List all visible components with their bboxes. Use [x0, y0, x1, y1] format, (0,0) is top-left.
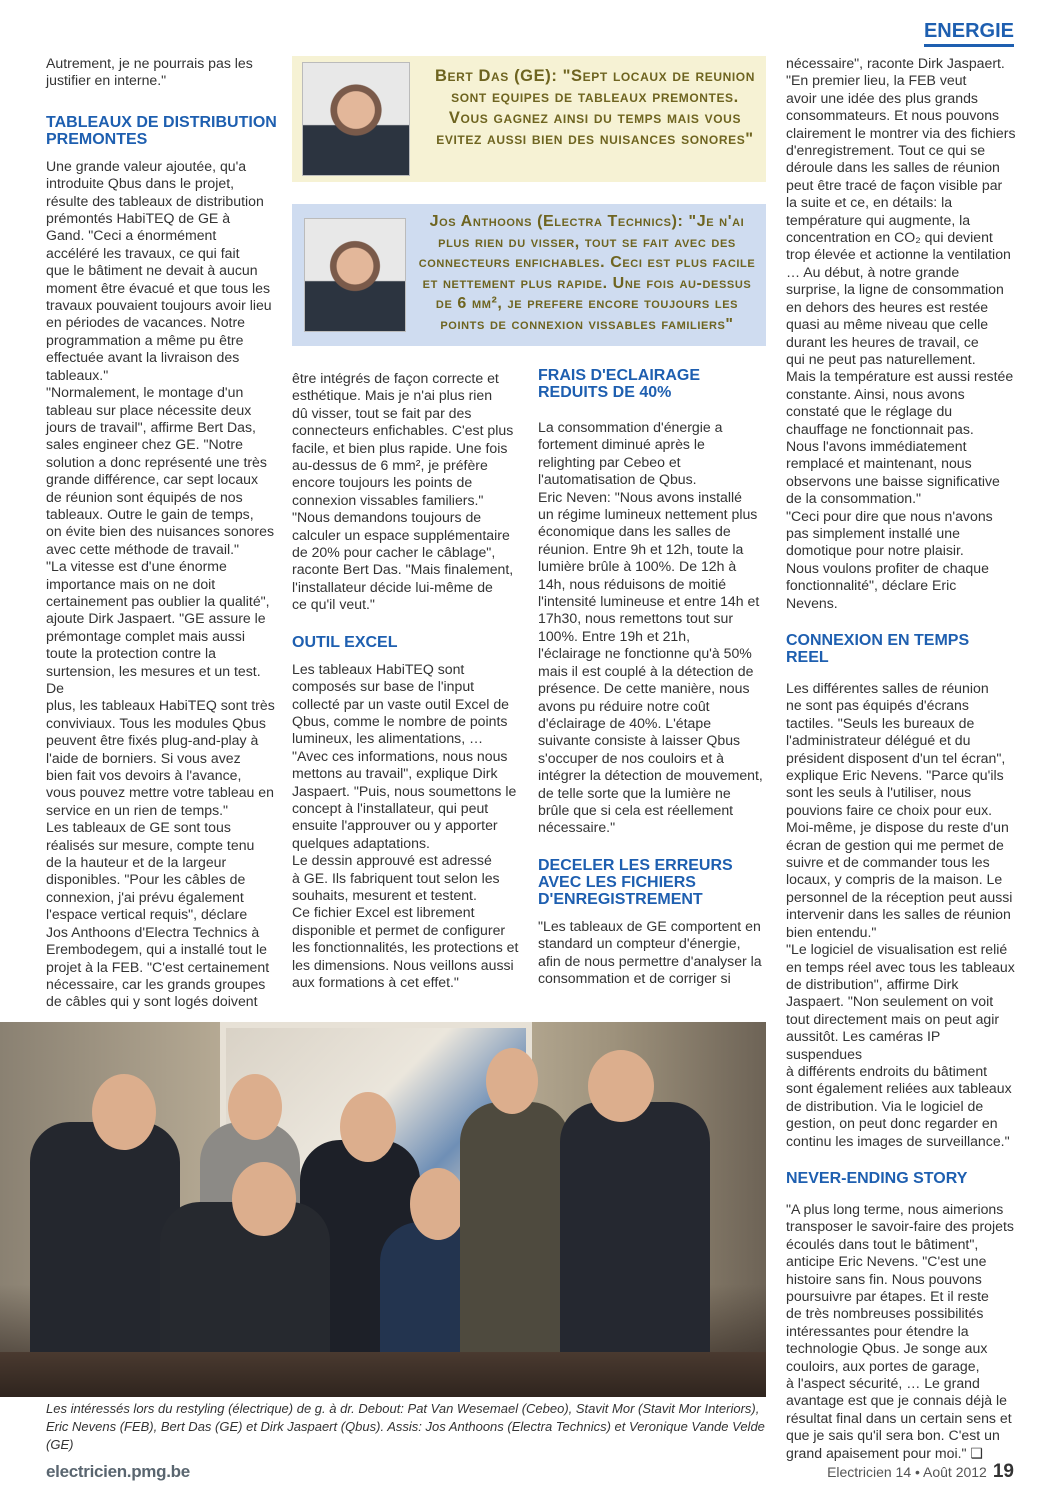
person-face [228, 1074, 282, 1140]
portrait-photo [304, 218, 406, 332]
person-figure [460, 1102, 570, 1362]
paragraph: Une grande valeur ajoutée, qu'a introduite Qbus dans le projet, résulte des tableaux de distribution prémontés HabiTEQ de GE à Gand. "Ceci a énormément accéléré les travaux, ce qui fait que le bâtiment ne devait à aucun moment être évacué et que tous les travaux pouvaient toujours avoir lieu en périodes de vacances. Notre programmation a même pu être effectuée avant la livraison des tableaux." "Normalement, le montage d'un tableau sur place nécessite deux jours de travail", affirme Bert Das, sales engineer chez GE. "Notre solution a donc représenté une très grande différence, car sept locaux de réunion sont équipés de nos tableaux. Outre le gain de temps, on évite bien des nuisances sonores avec cette méthode de travail." "La vitesse est d'une énorme importance mais on ne doit certainement pas oublier la qualité", ajoute Dirk Jaspaert. "GE assure le prémontage complet mais aussi toute la protection contre la surtension, les mesures et un test. De plus, les tableaux HabiTEQ sont très conviviaux. Tous les modules Qbus peuvent être fixés plug-and-play à l'aide de borniers. Si vous avez bien fait vos devoirs à l'avance, vous pouvez mettre votre tableau en service en un rien de temps." Les tableaux de GE sont tous réalisés sur mesure, compte tenu de la hauteur et de la largeur disponibles. "Pour les câbles de connexion, j'ai prévu également l'espace vertical requis", déclare Jos Anthoons d'Electra Technics à Erembodegem, qui a installé tout le projet à la FEB. "C'est certainement nécessaire, car les grands groupes de câbles qui y sont logés doivent [46, 157, 275, 1010]
paragraph: être intégrés de façon correcte et esthétique. Mais je n'ai plus rien dû visser, tout se fait par des connecteurs enfichables. C'est plus facile, et bien plus rapide. Une fois au-dessus de 6 mm², je préfère encore toujours les points de connexion vissables familiers." "Nous demandons toujours de calculer un espace supplémentaire de 20% pour cacher le câblage", raconte Bert Das. "Mais finalement, l'installateur décide lui-même de ce qu'il veut." [292, 370, 514, 613]
paragraph: nécessaire", raconte Dirk Jaspaert. "En premier lieu, la FEB veut avoir une idée des plus grands consommateurs. Et nous pouvons clairement le montrer via des fichiers d'enregistrement. Tout ce qui se déroule dans les salles de réunion peut être tracé de façon visible par la suite et ce, en détails: la température qui augmente, la concentration en CO₂ qui devient trop élevée et actionne la ventilation … Au début, à notre grande surprise, la ligne de consommation en dehors des heures est restée quasi au même niveau que celle durant les heures de travail, ce qui ne peut pas naturellement. Mais la température est aussi restée constante. Ainsi, nous avons constaté que le réglage du chauffage ne fonctionnait pas. Nous l'avons immédiatement remplacé et maintenant, nous observons une baisse significative de la consommation." "Ceci pour dire que nous n'avons pas simplement installé une domotique pour notre plaisir. Nous voulons profiter de chaque fonctionnalité", déclare Eric Nevens. [786, 55, 1016, 611]
paragraph: La consommation d'énergie a fortement diminué après le relighting par Cebeo et l'automatisation de Qbus. Eric Neven: "Nous avons installé un régime lumineux nettement plus économique dans les salles de réunion. Entre 9h et 12h, toute la lumière brûle à 100%. De 12h à 14h, nous réduisons de moitié l'intensité lumineuse et entre 14h et 17h30, nous remettons tout sur 100%. Entre 19h et 21h, l'éclairage ne fonctionne qu'à 50% mais il est couplé à la détection de présence. De cette manière, nous avons pu réduire notre coût d'éclairage de 40%. L'étape suivante consiste à laisser Qbus s'occuper de nos couloirs et à intégrer la détection de mouvement, de telle sorte que la lumière ne brûle que si cela est réellement nécessaire." [538, 419, 763, 836]
section-heading: FRAIS D'ECLAIRAGE REDUITS DE 40% [538, 367, 701, 401]
column-2 [292, 370, 522, 991]
paragraph: Autrement, je ne pourrais pas les justifier en interne." [46, 55, 253, 89]
person-face [588, 1050, 654, 1122]
quote-text: Jos Anthoons (Electra Technics): "Je n'ai plus rien du visser, tout se fait avec des connecteurs enfichables. Ceci est plus facile et nettement plus rapide. Une fois au-dessus de 6 mm², je prefere encore toujours les points de connexion vissables familiers" [418, 213, 756, 333]
column-3 [538, 367, 768, 987]
column-1 [46, 55, 278, 1011]
person-figure [560, 1102, 710, 1372]
table [0, 1352, 766, 1397]
issue-label: Electricien 14 • Août 2012 [827, 1464, 987, 1480]
paragraph: "A plus long terme, nous aimerions transposer le savoir-faire des projets écoulés dans tout le bâtiment", anticipe Eric Nevens. "C'est une histoire sans fin. Nous pouvons poursuivre par étapes. Et il reste de très nombreuses possibilités intéressantes pour étendre la technologie Qbus. Je songe aux couloirs, aux portes de garage, à l'aspect sécurité, … Le grand avantage est que je connais déjà le résultat final dans un certain sens et que je sais qu'il sera bon. C'est un grand apaisement pour moi." ❑ [786, 1200, 1014, 1461]
section-heading: NEVER-ENDING STORY [786, 1169, 968, 1187]
section-tag: ENERGIE [924, 20, 1014, 47]
section-heading: DECELER LES ERREURS AVEC LES FICHIERS D'ENREGISTREMENT [538, 856, 733, 908]
person-figure [30, 1122, 180, 1382]
section-heading: OUTIL EXCEL [292, 633, 398, 651]
photo-caption: Les intéressés lors du restyling (électrique) de g. à dr. Debout: Pat Van Wesemael (Cebeo), Stavit Mor (Stavit Mor Interiors), Eric Nevens (FEB), Bert Das (GE) et Dirk Jaspaert (Qbus). Assis: Jos Anthoons (Electra Technics) et Veronique Vande Velde (GE) [46, 1401, 765, 1452]
paragraph: Les tableaux HabiTEQ sont composés sur base de l'input collecté par un vaste outil Excel de Qbus, comme le nombre de points lumineux, les alimentations, … "Avec ces informations, nous nous mettons au travail", explique Dirk Jaspaert. "Puis, nous soumettons le concept à l'installateur, qui peut ensuite l'approuver ou y apporter quelques adaptations. Le dessin approuvé est adressé à GE. Ils fabriquent tout selon les souhaits, mesurent et testent. Ce fichier Excel est librement disponible et permet de configurer les fonctionnalités, les protections et les dimensions. Nous veillons aussi aux formations à cet effet." [292, 660, 519, 990]
person-face [92, 1074, 156, 1150]
paragraph: "Les tableaux de GE comportent en standard un compteur d'énergie, afin de nous permettre d'analyser la consommation et de corriger si [538, 917, 762, 986]
portrait-photo [302, 62, 410, 176]
section-heading: CONNEXION EN TEMPS REEL [786, 632, 970, 666]
person-face [410, 1168, 466, 1240]
page-number: 19 [992, 1461, 1014, 1482]
column-4 [786, 55, 1016, 1462]
person-face [232, 1162, 296, 1236]
quote-box-jos-anthoons [292, 204, 766, 346]
website-url[interactable]: electricien.pmg.be [46, 1462, 190, 1481]
quote-text: Bert Das (GE): "Sept locaux de reunion sont equipes de tableaux premontes. Vous gagnez ainsi du temps mais vous evitez aussi bien des nuisances sonores" [435, 67, 755, 148]
paragraph: Les différentes salles de réunion ne sont pas équipés d'écrans tactiles. "Seuls les bureaux de l'administrateur délégué et du président disposent d'un tel écran", explique Eric Nevens. "Parce qu'ils sont les seuls à l'utiliser, nous pouvions faire ce choix pour eux. Moi-même, je dispose du reste d'un écran de gestion qui me permet de suivre et de commander tous les locaux, y compris de la maison. Le personnel de la réception peut aussi intervenir dans les salles de réunion bien entendu." "Le logiciel de visualisation est relié en temps réel avec tous les tableaux de distribution", affirme Dirk Jaspaert. "Non seulement on voit tout directement mais on peut agir aussitôt. Les caméras IP suspendues à différents endroits du bâtiment sont également reliées aux tableaux de distribution. Via le logiciel de gestion, on peut donc regarder en continu les images de surveillance." [786, 680, 1015, 1149]
person-face [486, 1048, 538, 1114]
section-heading: TABLEAUX DE DISTRIBUTION PREMONTES [46, 113, 277, 148]
issue-info [827, 1461, 1014, 1483]
group-photo [0, 1022, 766, 1397]
quote-box-bert-das [292, 56, 766, 182]
person-face [340, 1092, 396, 1162]
